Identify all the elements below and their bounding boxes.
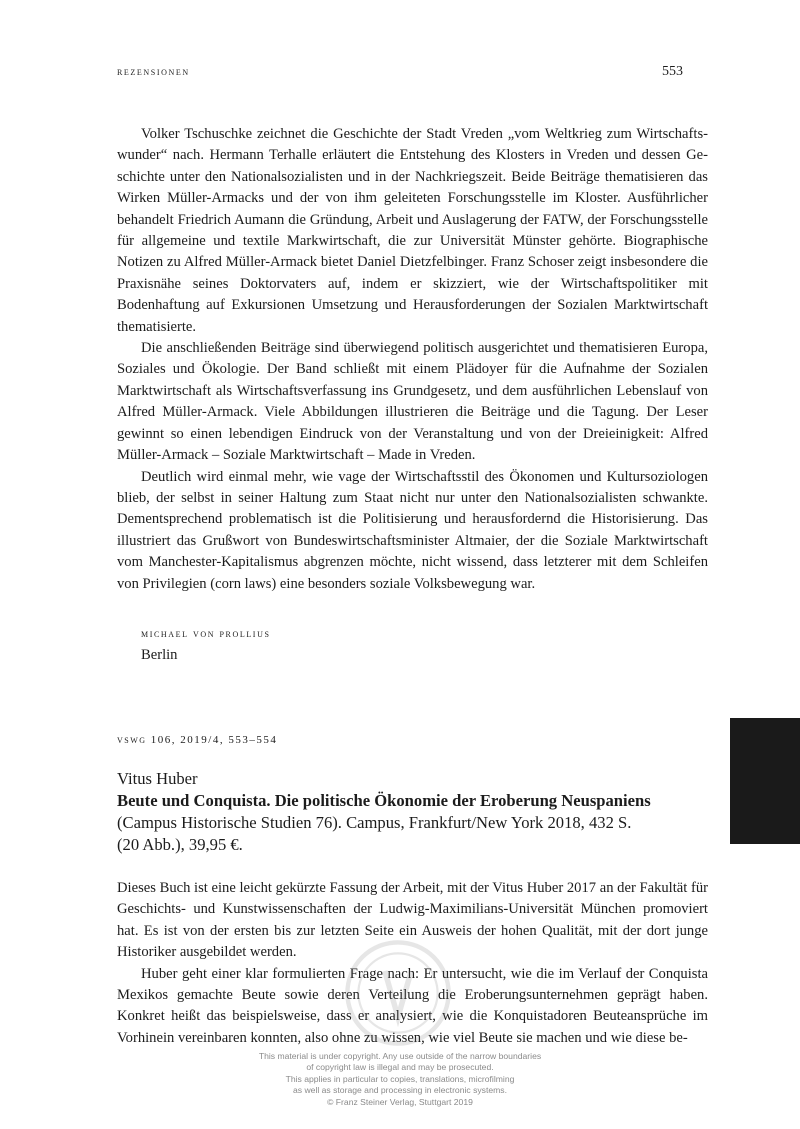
copyright-line: This material is under copyright. Any use outside of the narrow boundaries xyxy=(258,1051,542,1061)
publisher-watermark-icon xyxy=(343,938,453,1048)
running-head: rezensionen xyxy=(117,66,190,78)
copyright-line: © Franz Steiner Verlag, Stuttgart 2019 xyxy=(327,1096,473,1107)
copyright-line: This applies in particular to copies, translations, microfilming xyxy=(285,1073,515,1084)
reviewer-name: michael von prollius xyxy=(141,628,271,640)
journal-citation: vswg 106, 2019/4, 553–554 xyxy=(117,734,278,746)
book-header xyxy=(117,768,717,856)
thumb-index-tab xyxy=(730,718,800,844)
review-1-signature xyxy=(141,624,271,666)
copyright-line: of copyright law is illegal and may be prosecuted. xyxy=(306,1062,494,1073)
book-details: (20 Abb.), 39,95 €. xyxy=(117,835,243,854)
reviewer-location: Berlin xyxy=(141,647,178,663)
book-author: Vitus Huber xyxy=(117,769,198,788)
book-details: (Campus Historische Studien 76). Campus, Frankfurt/New York 2018, 432 S. xyxy=(117,813,632,832)
paragraph: Volker Tschuschke zeichnet die Geschichte der Stadt Vreden „vom Weltkrieg zum Wirtschaftswunder“ nach. Hermann Terhalle erläutert die Entstehung des Klosters in Vreden und dessen Geschichte unter den Nationalsozialisten und in der Nachkriegszeit. Beide Beiträge thematisieren das Wirken Müller-Armacks und der von ihm geleiteten Forschungsstelle im Kloster. Ausführlicher behandelt Friedrich Aumann die Gründung, Arbeit und Auslagerung der FATW, der Forschungsstelle für allgemeine und textile Markwirtschaft, die zur Universität Münster gehörte. Biographische Notizen zu Alfred Müller-Armack bietet Daniel Dietzfelbinger. Franz Schoser zeigt insbesondere die Praxisnähe seines Doktorvaters auf, indem er skizziert, wie der Wirtschaftspolitiker mit Bodenhaftung auf Exkursionen Umsetzung und Herausforderungen der Sozialen Marktwirtschaft thematisierte. xyxy=(117,126,708,335)
paragraph: Dieses Buch ist eine leicht gekürzte Fassung der Arbeit, mit der Vitus Huber 2017 an der Fakultät für Geschichts- und Kunstwissenschaften der Ludwig-Maximilians-Universität München promoviert hat. Es ist von der ersten bis zur letzten Seite ein Ausweis der hohen Qualität, mit der dort junge Historiker ausgebildet werden. xyxy=(117,880,708,961)
paragraph: Deutlich wird einmal mehr, wie vage der Wirtschaftsstil des Ökonomen und Kultursoziologen blieb, der selbst in seiner Haltung zum Staat nicht nur unter den Nationalsozialisten schwankte. Dementsprechend problematisch ist die Politisierung und herausfordernd die Historisierung. Das illustriert das Grußwort von Bundeswirtschaftsminister Altmaier, der die Soziale Marktwirtschaft vom Manchester-Kapitalismus abgrenzen möchte, nicht wissend, dass letzterer mit dem Schleifen von Privilegien (corn laws) eine besonders soziale Volksbewegung war. xyxy=(117,468,708,592)
copyright-notice xyxy=(0,1051,800,1108)
copyright-line: as well as storage and processing in electronic systems. xyxy=(293,1085,507,1096)
book-title: Beute und Conquista. Die politische Ökonomie der Eroberung Neuspaniens xyxy=(117,791,651,810)
review-1-body xyxy=(117,124,708,595)
page-number: 553 xyxy=(662,64,683,79)
paragraph: Die anschließenden Beiträge sind überwiegend politisch ausgerichtet und thematisieren Europa, Soziales und Ökologie. Der Band schließt mit einem Plädoyer für die Aufnahme der Sozialen Marktwirtschaft als Wirtschaftsverfassung ins Grundgesetz, und dem ausführlichen Lebenslauf von Alfred Müller-Armack. Viele Abbildungen illustrieren die Beiträge und die Tagung. Der Leser gewinnt so einen lebendigen Eindruck von der Veranstaltung und von der Dreieinigkeit: Alfred Müller-Armack – Soziale Marktwirtschaft – Made in Vreden. xyxy=(117,340,708,464)
paragraph: Huber geht einer klar formulierten Frage nach: Er untersucht, wie die im Verlauf der Conquista Mexikos gemachte Beute sowie deren Verteilung die Eroberungsunternehmen geprägt haben. Konkret heißt das beispielsweise, dass er analysiert, wie die Konquistadoren Beuteansprüche im Vorhinein vereinbaren konnten, also ohne zu wissen, wie viel Beute sie machen und wie diese be- xyxy=(117,965,708,1046)
